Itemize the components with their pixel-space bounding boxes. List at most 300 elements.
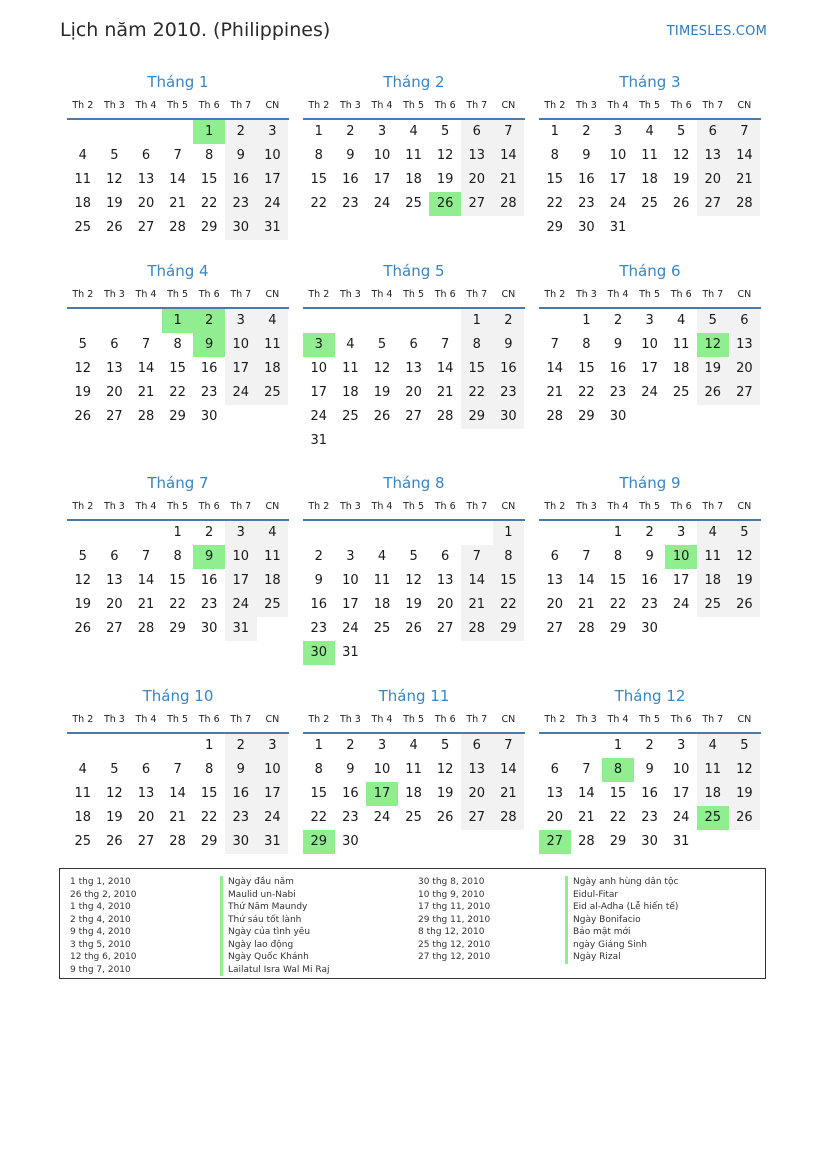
day-cell[interactable]: 8 [314,762,323,777]
day-cell[interactable]: 15 [169,361,186,376]
day-cell[interactable]: 24 [609,196,627,211]
day-cell[interactable]: 7 [173,148,182,163]
day-cell[interactable]: 21 [461,593,493,617]
holiday-day-cell[interactable]: 25 [697,806,729,830]
day-cell[interactable]: 7 [141,337,151,352]
day-cell[interactable]: 9 [225,144,257,168]
day-cell[interactable]: 30 [200,409,218,424]
day-cell[interactable]: 7 [173,762,182,777]
day-cell[interactable]: 10 [373,148,391,163]
day-cell[interactable]: 11 [342,361,359,376]
day-cell[interactable]: 5 [409,549,418,564]
day-cell[interactable]: 27 [436,621,454,636]
day-cell[interactable]: 26 [74,409,92,424]
day-cell[interactable]: 27 [106,621,123,636]
day-cell[interactable]: 15 [546,172,564,187]
day-cell[interactable]: 14 [169,172,186,187]
day-cell[interactable]: 30 [493,405,525,429]
day-cell[interactable]: 23 [578,196,595,211]
day-cell[interactable]: 12 [672,148,690,163]
day-cell[interactable]: 8 [205,762,214,777]
day-cell[interactable]: 5 [78,549,87,564]
day-cell[interactable]: 1 [493,521,525,545]
day-cell[interactable]: 17 [373,172,391,187]
day-cell[interactable]: 26 [405,621,422,636]
day-cell[interactable]: 11 [257,333,289,357]
day-cell[interactable]: 22 [609,597,627,612]
day-cell[interactable]: 23 [641,597,658,612]
day-cell[interactable]: 22 [493,593,525,617]
day-cell[interactable]: 21 [436,385,454,400]
day-cell[interactable]: 16 [342,172,359,187]
day-cell[interactable]: 5 [677,124,686,139]
day-cell[interactable]: 5 [78,337,87,352]
day-cell[interactable]: 4 [257,309,289,333]
day-cell[interactable]: 13 [729,333,761,357]
day-cell[interactable]: 9 [346,762,355,777]
day-cell[interactable]: 3 [257,734,289,758]
day-cell[interactable]: 31 [609,220,627,235]
day-cell[interactable]: 23 [493,381,525,405]
day-cell[interactable]: 7 [141,549,151,564]
day-cell[interactable]: 19 [106,810,123,825]
day-cell[interactable]: 10 [609,148,627,163]
day-cell[interactable]: 6 [550,762,559,777]
day-cell[interactable]: 28 [137,621,155,636]
day-cell[interactable]: 20 [137,196,155,211]
holiday-day-cell[interactable]: 26 [429,192,461,216]
day-cell[interactable]: 23 [609,385,627,400]
day-cell[interactable]: 3 [225,309,257,333]
day-cell[interactable]: 11 [257,545,289,569]
day-cell[interactable]: 10 [373,762,391,777]
day-cell[interactable]: 16 [200,573,218,588]
day-cell[interactable]: 25 [342,409,359,424]
day-cell[interactable]: 2 [645,738,654,753]
day-cell[interactable]: 26 [729,593,761,617]
day-cell[interactable]: 13 [106,573,123,588]
day-cell[interactable]: 20 [461,782,493,806]
day-cell[interactable]: 7 [729,120,761,144]
day-cell[interactable]: 18 [697,782,729,806]
day-cell[interactable]: 13 [697,144,729,168]
day-cell[interactable]: 25 [257,381,289,405]
day-cell[interactable]: 17 [225,569,257,593]
day-cell[interactable]: 25 [373,621,391,636]
day-cell[interactable]: 18 [257,357,289,381]
day-cell[interactable]: 3 [377,124,387,139]
day-cell[interactable]: 8 [173,337,182,352]
day-cell[interactable]: 26 [672,196,690,211]
day-cell[interactable]: 10 [342,573,359,588]
day-cell[interactable]: 9 [225,758,257,782]
day-cell[interactable]: 9 [645,762,654,777]
day-cell[interactable]: 18 [373,597,391,612]
day-cell[interactable]: 21 [729,168,761,192]
day-cell[interactable]: 28 [461,617,493,641]
day-cell[interactable]: 4 [697,521,729,545]
day-cell[interactable]: 12 [373,361,391,376]
day-cell[interactable]: 4 [377,549,387,564]
day-cell[interactable]: 27 [405,409,422,424]
day-cell[interactable]: 27 [461,806,493,830]
day-cell[interactable]: 17 [672,786,690,801]
day-cell[interactable]: 20 [546,810,564,825]
day-cell[interactable]: 21 [578,597,595,612]
day-cell[interactable]: 17 [672,573,690,588]
day-cell[interactable]: 15 [200,172,218,187]
day-cell[interactable]: 24 [672,597,690,612]
holiday-day-cell[interactable]: 27 [539,830,571,854]
day-cell[interactable]: 20 [405,385,422,400]
day-cell[interactable]: 14 [546,361,564,376]
day-cell[interactable]: 13 [137,786,155,801]
day-cell[interactable]: 11 [405,762,422,777]
day-cell[interactable]: 3 [677,738,686,753]
day-cell[interactable]: 25 [641,196,658,211]
holiday-day-cell[interactable]: 29 [303,830,335,854]
day-cell[interactable]: 18 [697,569,729,593]
day-cell[interactable]: 11 [405,148,422,163]
day-cell[interactable]: 30 [225,830,257,854]
day-cell[interactable]: 4 [257,521,289,545]
day-cell[interactable]: 11 [697,758,729,782]
day-cell[interactable]: 1 [173,525,182,540]
day-cell[interactable]: 7 [493,734,525,758]
day-cell[interactable]: 25 [405,196,422,211]
day-cell[interactable]: 6 [141,762,151,777]
day-cell[interactable]: 1 [613,738,623,753]
day-cell[interactable]: 19 [373,385,391,400]
day-cell[interactable]: 18 [342,385,359,400]
day-cell[interactable]: 18 [672,361,690,376]
day-cell[interactable]: 21 [169,196,186,211]
day-cell[interactable]: 13 [461,758,493,782]
day-cell[interactable]: 17 [641,361,658,376]
day-cell[interactable]: 19 [436,786,454,801]
day-cell[interactable]: 26 [106,220,123,235]
day-cell[interactable]: 14 [461,569,493,593]
day-cell[interactable]: 23 [342,810,359,825]
day-cell[interactable]: 14 [578,786,595,801]
day-cell[interactable]: 30 [641,834,658,849]
day-cell[interactable]: 20 [106,385,123,400]
day-cell[interactable]: 20 [436,597,454,612]
day-cell[interactable]: 4 [78,148,87,163]
day-cell[interactable]: 29 [493,617,525,641]
holiday-day-cell[interactable]: 1 [162,309,194,333]
day-cell[interactable]: 27 [106,409,123,424]
day-cell[interactable]: 3 [225,521,257,545]
day-cell[interactable]: 2 [205,525,214,540]
day-cell[interactable]: 26 [697,381,729,405]
day-cell[interactable]: 10 [225,333,257,357]
day-cell[interactable]: 31 [257,216,289,240]
day-cell[interactable]: 14 [137,573,155,588]
day-cell[interactable]: 28 [546,409,564,424]
day-cell[interactable]: 20 [461,168,493,192]
day-cell[interactable]: 20 [106,597,123,612]
day-cell[interactable]: 18 [405,172,422,187]
day-cell[interactable]: 4 [677,313,686,328]
day-cell[interactable]: 21 [169,810,186,825]
day-cell[interactable]: 20 [137,810,155,825]
day-cell[interactable]: 5 [729,521,761,545]
day-cell[interactable]: 9 [645,549,654,564]
day-cell[interactable]: 11 [74,172,92,187]
day-cell[interactable]: 17 [257,168,289,192]
day-cell[interactable]: 16 [342,786,359,801]
day-cell[interactable]: 14 [137,361,155,376]
day-cell[interactable]: 22 [169,385,186,400]
day-cell[interactable]: 25 [697,593,729,617]
day-cell[interactable]: 10 [641,337,658,352]
day-cell[interactable]: 31 [672,834,690,849]
day-cell[interactable]: 31 [225,617,257,641]
day-cell[interactable]: 28 [169,220,186,235]
day-cell[interactable]: 7 [582,762,591,777]
day-cell[interactable]: 22 [310,810,328,825]
holiday-day-cell[interactable]: 17 [366,782,398,806]
day-cell[interactable]: 2 [225,734,257,758]
day-cell[interactable]: 6 [461,120,493,144]
day-cell[interactable]: 28 [169,834,186,849]
day-cell[interactable]: 8 [205,148,214,163]
day-cell[interactable]: 19 [436,172,454,187]
day-cell[interactable]: 28 [493,806,525,830]
day-cell[interactable]: 31 [310,433,328,448]
day-cell[interactable]: 30 [609,409,627,424]
day-cell[interactable]: 4 [697,734,729,758]
day-cell[interactable]: 6 [441,549,450,564]
day-cell[interactable]: 22 [546,196,564,211]
day-cell[interactable]: 16 [641,786,658,801]
day-cell[interactable]: 14 [493,144,525,168]
day-cell[interactable]: 28 [578,621,595,636]
day-cell[interactable]: 1 [314,738,323,753]
day-cell[interactable]: 24 [342,621,359,636]
day-cell[interactable]: 22 [200,196,218,211]
day-cell[interactable]: 15 [493,569,525,593]
day-cell[interactable]: 5 [441,124,450,139]
day-cell[interactable]: 1 [461,309,493,333]
day-cell[interactable]: 30 [342,834,359,849]
day-cell[interactable]: 6 [729,309,761,333]
day-cell[interactable]: 1 [314,124,323,139]
day-cell[interactable]: 29 [169,409,186,424]
day-cell[interactable]: 9 [493,333,525,357]
day-cell[interactable]: 2 [582,124,591,139]
day-cell[interactable]: 27 [137,834,155,849]
day-cell[interactable]: 27 [729,381,761,405]
day-cell[interactable]: 25 [74,834,92,849]
day-cell[interactable]: 18 [74,810,92,825]
day-cell[interactable]: 16 [578,172,595,187]
day-cell[interactable]: 11 [373,573,391,588]
day-cell[interactable]: 19 [74,385,92,400]
day-cell[interactable]: 14 [169,786,186,801]
day-cell[interactable]: 15 [609,573,627,588]
day-cell[interactable]: 23 [200,597,218,612]
day-cell[interactable]: 3 [377,738,387,753]
day-cell[interactable]: 8 [314,148,323,163]
day-cell[interactable]: 10 [310,361,328,376]
day-cell[interactable]: 10 [257,758,289,782]
holiday-day-cell[interactable]: 9 [193,333,225,357]
day-cell[interactable]: 3 [346,549,355,564]
holiday-day-cell[interactable]: 2 [193,309,225,333]
holiday-day-cell[interactable]: 10 [665,545,697,569]
day-cell[interactable]: 25 [257,593,289,617]
day-cell[interactable]: 16 [493,357,525,381]
day-cell[interactable]: 26 [436,810,454,825]
day-cell[interactable]: 29 [609,834,627,849]
day-cell[interactable]: 13 [436,573,454,588]
day-cell[interactable]: 24 [373,810,391,825]
day-cell[interactable]: 17 [342,597,359,612]
day-cell[interactable]: 30 [225,216,257,240]
day-cell[interactable]: 21 [137,597,155,612]
day-cell[interactable]: 13 [137,172,155,187]
day-cell[interactable]: 5 [377,337,387,352]
day-cell[interactable]: 13 [546,573,564,588]
day-cell[interactable]: 23 [310,621,328,636]
day-cell[interactable]: 12 [436,762,454,777]
day-cell[interactable]: 6 [550,549,559,564]
day-cell[interactable]: 8 [461,333,493,357]
day-cell[interactable]: 11 [74,786,92,801]
day-cell[interactable]: 6 [110,337,119,352]
day-cell[interactable]: 30 [578,220,595,235]
day-cell[interactable]: 5 [697,309,729,333]
day-cell[interactable]: 21 [493,782,525,806]
day-cell[interactable]: 17 [609,172,627,187]
day-cell[interactable]: 12 [436,148,454,163]
day-cell[interactable]: 23 [200,385,218,400]
day-cell[interactable]: 23 [225,806,257,830]
day-cell[interactable]: 18 [641,172,658,187]
day-cell[interactable]: 30 [200,621,218,636]
day-cell[interactable]: 2 [314,549,323,564]
day-cell[interactable]: 14 [729,144,761,168]
day-cell[interactable]: 26 [74,621,92,636]
day-cell[interactable]: 10 [257,144,289,168]
day-cell[interactable]: 1 [613,525,623,540]
day-cell[interactable]: 4 [346,337,355,352]
day-cell[interactable]: 25 [672,385,690,400]
day-cell[interactable]: 6 [110,549,119,564]
day-cell[interactable]: 24 [672,810,690,825]
day-cell[interactable]: 26 [373,409,391,424]
day-cell[interactable]: 10 [672,762,690,777]
day-cell[interactable]: 10 [225,545,257,569]
holiday-day-cell[interactable]: 8 [602,758,634,782]
day-cell[interactable]: 11 [672,337,690,352]
day-cell[interactable]: 2 [346,124,355,139]
day-cell[interactable]: 26 [729,806,761,830]
day-cell[interactable]: 7 [550,337,559,352]
day-cell[interactable]: 13 [461,144,493,168]
day-cell[interactable]: 13 [405,361,422,376]
day-cell[interactable]: 17 [310,385,328,400]
day-cell[interactable]: 24 [225,593,257,617]
day-cell[interactable]: 16 [225,168,257,192]
day-cell[interactable]: 1 [582,313,591,328]
day-cell[interactable]: 29 [169,621,186,636]
day-cell[interactable]: 2 [493,309,525,333]
day-cell[interactable]: 13 [106,361,123,376]
day-cell[interactable]: 23 [641,810,658,825]
day-cell[interactable]: 6 [409,337,418,352]
day-cell[interactable]: 12 [405,573,422,588]
day-cell[interactable]: 15 [310,786,328,801]
day-cell[interactable]: 12 [74,361,92,376]
day-cell[interactable]: 6 [141,148,151,163]
day-cell[interactable]: 15 [310,172,328,187]
day-cell[interactable]: 2 [613,313,623,328]
day-cell[interactable]: 23 [225,192,257,216]
day-cell[interactable]: 7 [582,549,591,564]
day-cell[interactable]: 24 [641,385,658,400]
day-cell[interactable]: 16 [310,597,328,612]
day-cell[interactable]: 30 [641,621,658,636]
day-cell[interactable]: 27 [697,192,729,216]
day-cell[interactable]: 8 [493,545,525,569]
day-cell[interactable]: 22 [310,196,328,211]
day-cell[interactable]: 12 [74,573,92,588]
day-cell[interactable]: 19 [729,782,761,806]
day-cell[interactable]: 22 [200,810,218,825]
day-cell[interactable]: 24 [225,381,257,405]
day-cell[interactable]: 6 [697,120,729,144]
day-cell[interactable]: 5 [441,738,450,753]
day-cell[interactable]: 27 [461,192,493,216]
day-cell[interactable]: 14 [436,361,454,376]
holiday-day-cell[interactable]: 9 [193,545,225,569]
day-cell[interactable]: 15 [200,786,218,801]
day-cell[interactable]: 22 [169,597,186,612]
day-cell[interactable]: 28 [578,834,595,849]
day-cell[interactable]: 18 [405,786,422,801]
day-cell[interactable]: 14 [493,758,525,782]
holiday-day-cell[interactable]: 1 [193,120,225,144]
day-cell[interactable]: 11 [641,148,658,163]
day-cell[interactable]: 2 [346,738,355,753]
day-cell[interactable]: 3 [645,313,654,328]
day-cell[interactable]: 31 [257,830,289,854]
day-cell[interactable]: 16 [200,361,218,376]
day-cell[interactable]: 19 [405,597,422,612]
day-cell[interactable]: 27 [546,621,564,636]
day-cell[interactable]: 20 [697,168,729,192]
day-cell[interactable]: 15 [578,361,595,376]
day-cell[interactable]: 20 [729,357,761,381]
day-cell[interactable]: 19 [106,196,123,211]
day-cell[interactable]: 8 [582,337,591,352]
day-cell[interactable]: 5 [110,762,119,777]
day-cell[interactable]: 29 [546,220,564,235]
day-cell[interactable]: 9 [613,337,623,352]
day-cell[interactable]: 3 [677,525,686,540]
day-cell[interactable]: 21 [578,810,595,825]
day-cell[interactable]: 19 [672,172,690,187]
day-cell[interactable]: 21 [493,168,525,192]
day-cell[interactable]: 27 [137,220,155,235]
day-cell[interactable]: 8 [613,549,623,564]
day-cell[interactable]: 24 [310,409,328,424]
day-cell[interactable]: 3 [613,124,623,139]
day-cell[interactable]: 21 [137,385,155,400]
